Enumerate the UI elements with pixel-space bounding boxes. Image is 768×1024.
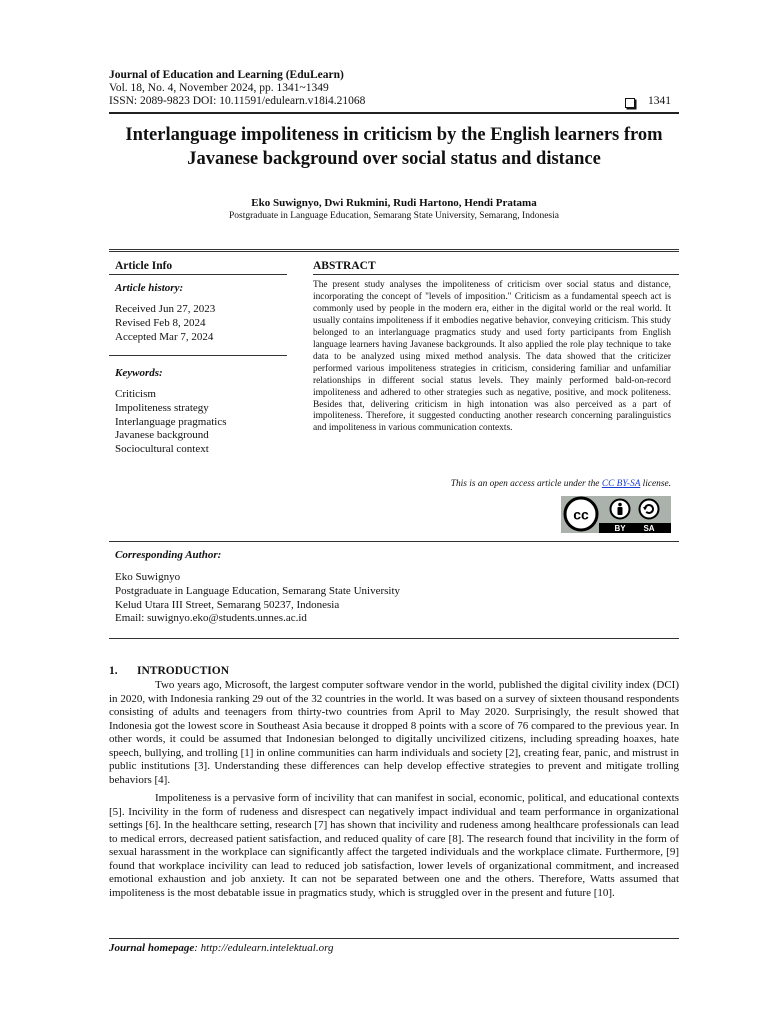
badge-label-band [599, 523, 671, 533]
cc-by-sa-badge-icon[interactable] [561, 496, 671, 533]
info-bottom-divider [109, 541, 679, 542]
journal-volume: Vol. 18, No. 4, November 2024, pp. 1341~1349 [109, 82, 329, 94]
journal-issn-doi: ISSN: 2089-9823 DOI: 10.11591/edulearn.v18i4.21068 [109, 95, 366, 107]
journal-homepage-label: Journal homepage [109, 942, 195, 954]
corresponding-name: Eko Suwignyo [115, 571, 181, 583]
license-prefix: This is an open access article under the [450, 479, 602, 489]
keyword-item: Impoliteness strategy [115, 401, 209, 414]
intro-paragraph: Two years ago, Microsoft, the largest computer software vendor in the world, published the digital civility index (DCI) in 2020, with Indonesia ranking 29 out of the 32 countries in the world. It was based on a survey of sixteen thousand respondents consisting of adults and teenagers from thirty-two countries from April to May 2020. Surprisingly, the result showed that Indonesia got the lowest score in Southeast Asia because it dropped 8 points with a score of 76 compared to the previous year. In other words, it could be assumed that Indonesian belonged to digitally uncivilized citizens, including spreading hoaxes, hate speech, bullying, and trolling [1] in online communities can harm individuals and society [2], creating fear, panic, and mistrust in public institutions [3]. Understanding these differences can help develop effective strategies to prevent and mitigate trolling behaviors [4]. [109, 679, 679, 786]
section-heading-introduction [109, 665, 229, 677]
header-divider [109, 112, 679, 114]
corresponding-bottom-divider [109, 638, 679, 639]
cc-glyph: cc [573, 506, 589, 523]
keyword-item: Interlanguage pragmatics [115, 415, 227, 428]
journal-name: Journal of Education and Learning (EduLearn) [109, 69, 344, 81]
history-received: Received Jun 27, 2023 [115, 303, 216, 315]
affiliation: Postgraduate in Language Education, Semarang State University, Semarang, Indonesia [229, 211, 559, 221]
intro-paragraph: Impoliteness is a pervasive form of incivility that can manifest in social, economic, political, and educational contexts [5]. Incivility in the form of rudeness and disrespect can negatively impact individual and team performance in organizational settings [6]. In the healthcare setting, research [7] has shown that incivility and rudeness among healthcare professionals can lead to medical errors, decreased patient satisfaction, and reduced quality of care [8]. The research found that incivility in the form of sexual harassment in the workplace can significantly affect the targeted individuals and the workplace climate. Furthermore, [9] found that workplace incivility can lead to reduced job satisfaction, lower levels of organizational commitment, and increased emotional exhaustion and job anxiety. It can not be separated between one and the others. Therefore, Watts assumed that impoliteness is the most debatable issue in pragmatics study, which is struggled over in the present and future [10]. [109, 792, 679, 899]
square-icon [625, 98, 635, 108]
author-list: Eko Suwignyo, Dwi Rukmini, Rudi Hartono, Hendi Pratama [251, 197, 537, 209]
keyword-item: Javanese background [115, 429, 209, 442]
license-suffix: license. [640, 479, 671, 489]
keyword-list [115, 388, 226, 457]
corresponding-email[interactable]: Email: suwignyo.eko@students.unnes.ac.id [115, 612, 307, 625]
abstract-divider [313, 274, 679, 275]
footer-divider [109, 938, 679, 939]
corresponding-author-details [115, 571, 400, 626]
keyword-item: Sociocultural context [115, 443, 209, 456]
license-statement [313, 479, 671, 489]
section-number: 1. [109, 665, 118, 677]
keyword-item: Criticism [115, 388, 156, 400]
corresponding-address: Kelud Utara III Street, Semarang 50237, Indonesia [115, 598, 340, 611]
history-accepted: Accepted Mar 7, 2024 [115, 330, 214, 343]
journal-homepage [109, 942, 333, 954]
corresponding-affiliation: Postgraduate in Language Education, Semarang State University [115, 584, 401, 597]
article-info-heading: Article Info [115, 260, 173, 272]
by-label: BY [614, 524, 626, 533]
article-history [115, 303, 215, 344]
attribution-head [618, 503, 622, 507]
sa-label: SA [643, 524, 655, 533]
article-history-label: Article history: [115, 282, 184, 294]
corresponding-author-label: Corresponding Author: [115, 549, 222, 561]
history-revised: Revised Feb 8, 2024 [115, 316, 206, 329]
paper-title: Interlanguage impoliteness in criticism by the English learners from Javanese background over social status and distance [125, 125, 663, 169]
info-top-divider [109, 249, 679, 252]
cc-by-sa-link[interactable]: CC BY-SA [601, 479, 641, 489]
article-info-divider [109, 274, 287, 275]
abstract-text: The present study analyses the impoliteness of criticism over social status and distance, incorporating the concept of "levels of imposition." Criticism as a fundamental speech act is commonly used by people in the modern era, either in the digital world or the real world. It usually contains impoliteness if it embodies negative behavior, conveying criticism. This study belonged to an interlanguage pragmatics study and used forty participants from English language learners having Javanese backgrounds. It also applied the role play technique to take data to be analyzed using mixed method analysis. The data showed that the criticizer performed various impoliteness strategies in criticism, considering familiar and unfamiliar relationships in different social status levels. They mainly performed bald-on-record impoliteness and adhered to other strategies such as negative, positive, and mock politeness. Besides that, delivering criticism in high intonation was also perceived as a part of impoliteness. Therefore, it suggested conducting another research concerning paralinguistics and impoliteness in various communication contexts. [313, 280, 671, 434]
page-number: 1341 [648, 95, 671, 107]
share-alike-icon [640, 500, 659, 519]
attribution-body [618, 507, 623, 515]
abstract-heading: ABSTRACT [313, 260, 376, 272]
journal-homepage-url[interactable]: : http://edulearn.intelektual.org [194, 942, 334, 954]
keywords-label: Keywords: [115, 367, 163, 379]
section-title: INTRODUCTION [137, 665, 230, 677]
history-divider [109, 355, 287, 356]
